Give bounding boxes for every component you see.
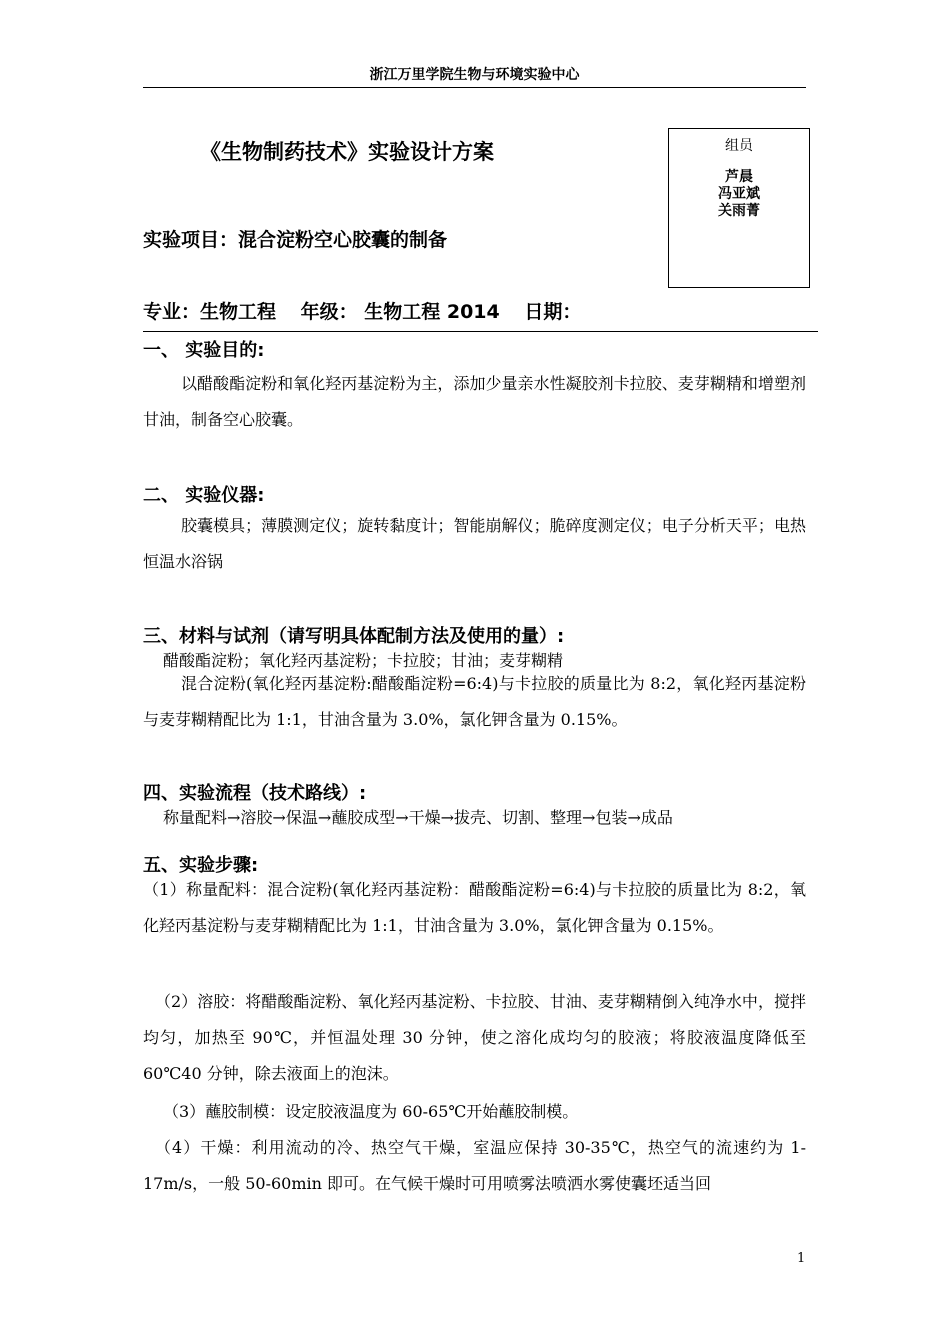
members-box <box>668 128 810 288</box>
page-header: 浙江万里学院生物与环境实验中心 <box>369 67 580 83</box>
meta-rule <box>143 331 818 332</box>
step-3: （3）蘸胶制模：设定胶液温度为 60-65℃开始蘸胶制模。 <box>163 1102 579 1121</box>
section-heading-process: 四、实验流程（技术路线）: <box>143 783 367 804</box>
members-label: 组员 <box>725 138 753 154</box>
section-body-instruments: 胶囊模具；薄膜测定仪；旋转黏度计；智能崩解仪；脆碎度测定仪；电子分析天平；电热恒温水浴锅 <box>143 516 806 571</box>
member-name: 冯亚斌 <box>718 186 760 202</box>
grade-field: 年级： 生物工程 2014 <box>300 301 500 323</box>
section-heading-materials: 三、材料与试剂（请写明具体配制方法及使用的量）: <box>143 626 565 647</box>
materials-list: 醋酸酯淀粉；氧化羟丙基淀粉；卡拉胶；甘油；麦芽糊精 <box>163 651 564 670</box>
section-heading-steps: 五、实验步骤: <box>143 855 259 876</box>
step-2: （2）溶胶：将醋酸酯淀粉、氧化羟丙基淀粉、卡拉胶、甘油、麦芽糊精倒入纯净水中，搅拌均匀，加热至 90℃，并恒温处理 30 分钟，使之溶化成均匀的胶液；将胶液温度降低至 60℃40 分钟，除去液面上的泡沫。 <box>143 992 806 1083</box>
header-rule <box>143 87 806 88</box>
members-names <box>669 169 809 220</box>
project-title: 实验项目：混合淀粉空心胶囊的制备 <box>143 229 448 251</box>
step-1: （1）称量配料：混合淀粉(氧化羟丙基淀粉：醋酸酯淀粉=6:4)与卡拉胶的质量比为 8:2，氧化羟丙基淀粉与麦芽糊精配比为 1:1，甘油含量为 3.0%，氯化钾含量为 0.15%。 <box>143 880 806 935</box>
page-number: 1 <box>797 1251 806 1266</box>
major-field: 专业：生物工程 <box>143 301 277 323</box>
step-4: （4）干燥：利用流动的冷、热空气干燥，室温应保持 30-35℃，热空气的流速约为 1-17m/s，一般 50-60min 即可。在气候干燥时可用喷雾法喷洒水雾使囊坯适当回 <box>143 1138 806 1193</box>
document-title: 《生物制药技术》实验设计方案 <box>200 140 494 164</box>
meta-line <box>143 297 599 324</box>
member-name: 芦晨 <box>725 169 753 185</box>
date-field: 日期： <box>524 301 582 323</box>
section-heading-purpose: 一、 实验目的: <box>143 340 265 361</box>
process-flow: 称量配料→溶胶→保温→蘸胶成型→干燥→拔壳、切割、整理→包装→成品 <box>163 808 673 827</box>
section-body-purpose: 以醋酸酯淀粉和氧化羟丙基淀粉为主，添加少量亲水性凝胶剂卡拉胶、麦芽糊精和增塑剂甘油，制备空心胶囊。 <box>143 374 806 429</box>
section-heading-instruments: 二、 实验仪器: <box>143 485 265 506</box>
member-name: 关雨菁 <box>718 203 760 219</box>
section-body-materials: 混合淀粉(氧化羟丙基淀粉:醋酸酯淀粉=6:4)与卡拉胶的质量比为 8:2，氧化羟丙基淀粉与麦芽糊精配比为 1:1，甘油含量为 3.0%，氯化钾含量为 0.15%。 <box>143 674 806 729</box>
